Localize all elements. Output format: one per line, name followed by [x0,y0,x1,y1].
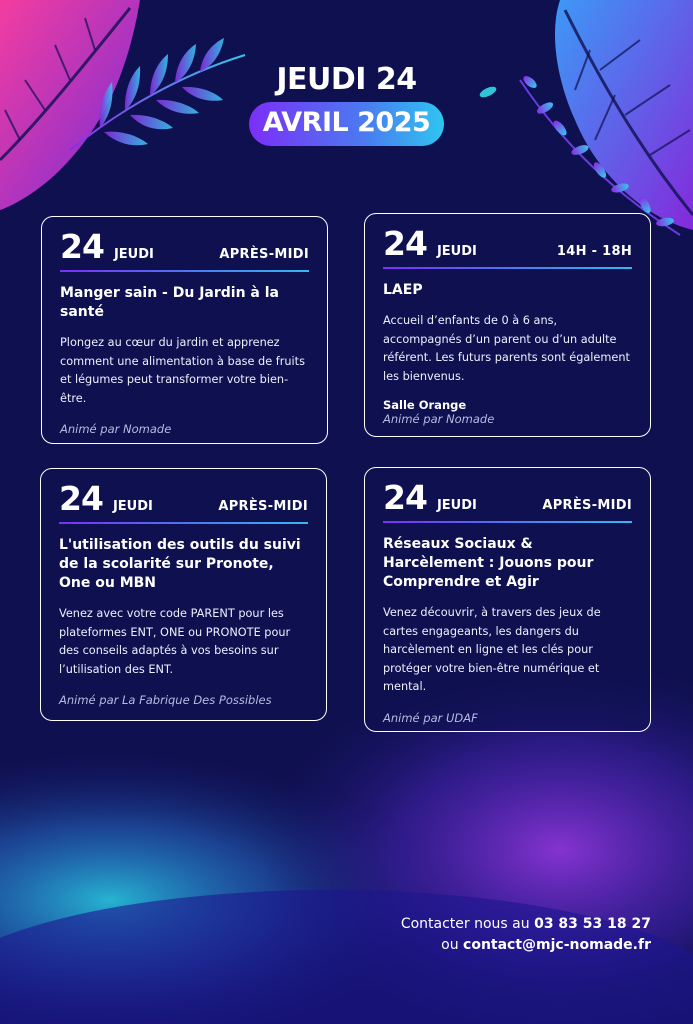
event-time-slot: APRÈS-MIDI [219,247,309,262]
event-host: Animé par UDAF [383,710,478,725]
event-time-slot: 14H - 18H [556,244,632,259]
contact-phone-prefix: Contacter nous au [400,916,530,932]
event-day-number: 24 [59,479,103,518]
event-card-header [383,480,632,516]
event-card [40,468,327,721]
event-day-number: 24 [383,478,427,517]
event-card-header [60,229,309,265]
event-time-slot: APRÈS-MIDI [542,498,632,513]
page-title-month-badge: AVRIL 2025 [249,102,445,146]
event-card [41,216,328,444]
contact-phone-line [401,914,651,935]
event-description: Venez découvrir, à travers des jeux de cartes engageants, les dangers du harcèlement en ligne et les clés pour protéger votre bien-être numérique et mental. [383,606,601,693]
page-header [0,62,693,146]
event-weekday: JEUDI [436,244,477,259]
header-divider [383,521,632,523]
header-divider [383,267,632,269]
event-card-header [383,226,632,262]
event-weekday: JEUDI [113,247,154,262]
event-host: Animé par Nomade [383,412,495,426]
event-card-header [59,481,308,517]
event-title: L'utilisation des outils du suivi de la scolarité sur Pronote, One ou MBN [59,537,301,591]
event-day-number: 24 [60,227,104,266]
contact-email-line [401,935,651,956]
header-divider [60,270,309,272]
header-divider [59,522,308,524]
event-card [364,467,651,732]
event-card [364,213,651,437]
page-title-day: JEUDI 24 [276,62,417,97]
contact-block [401,914,651,956]
event-time-slot: APRÈS-MIDI [218,499,308,514]
event-weekday: JEUDI [436,498,477,513]
event-title: Réseaux Sociaux & Harcèlement : Jouons pour Comprendre et Agir [383,536,594,590]
event-title: LAEP [383,282,423,298]
contact-email-prefix: ou [441,937,459,953]
contact-email[interactable]: contact@mjc-nomade.fr [463,937,651,953]
event-host: Animé par La Fabrique Des Possibles [59,693,272,707]
event-host: Animé par Nomade [60,422,172,436]
event-description: Venez avec votre code PARENT pour les plateformes ENT, ONE ou PRONOTE pour des conseils adaptés à vos besoins sur l’utilisation des ENT. [59,607,291,676]
contact-phone[interactable]: 03 83 53 18 27 [534,916,651,932]
event-description: Plongez au cœur du jardin et apprenez comment une alimentation à base de fruits et légumes peut transformer votre bien-être. [60,336,306,405]
event-description: Accueil d’enfants de 0 à 6 ans, accompagnés d’un parent ou d’un adulte référent. Les futurs parents sont également les bienvenus. [383,314,630,383]
event-day-number: 24 [383,224,427,263]
event-weekday: JEUDI [112,499,153,514]
event-title: Manger sain - Du Jardin à la santé [60,285,279,320]
event-room: Salle Orange [383,398,467,412]
